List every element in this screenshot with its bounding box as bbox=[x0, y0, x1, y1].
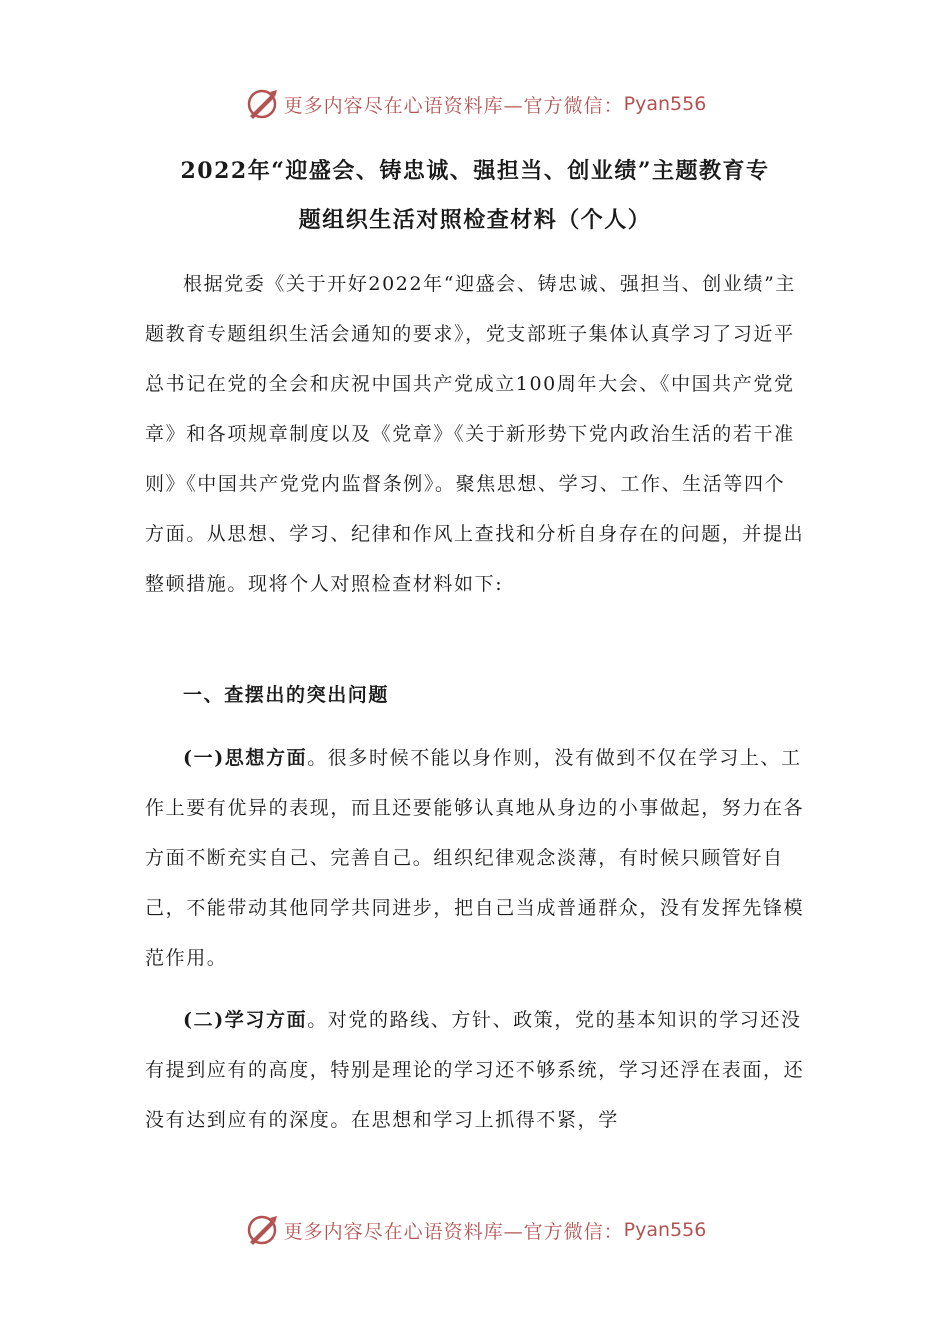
footer-banner bbox=[0, 1208, 950, 1252]
wechat-id: Pyan556 bbox=[623, 93, 707, 115]
document-title-line-2: 题组织生活对照检查材料（个人） bbox=[298, 207, 652, 233]
study-lead: (二)学习方面 bbox=[183, 1009, 308, 1031]
thought-lead: (一)思想方面 bbox=[183, 747, 308, 769]
header-banner bbox=[0, 82, 950, 126]
banner-text: 更多内容尽在心语资料库—官方微信： bbox=[283, 1220, 624, 1243]
quill-pen-logo-icon bbox=[244, 1212, 280, 1248]
intro-paragraph: 根据党委《关于开好2022年“迎盛会、铸忠诚、强担当、创业绩”主题教育专题组织生活会通知的要求》，党支部班子集体认真学习了习近平总书记在党的全会和庆祝中国共产党成立100周年大会、《中国共产党党章》和各项规章制度以及《党章》《关于新形势下党内政治生活的若干准则》《中国共产党党内监督条例》。聚焦思想、学习、工作、生活等四个方面。从思想、学习、纪律和作风上查找和分析自身存在的问题，并提出整顿措施。现将个人对照检查材料如下: bbox=[145, 273, 805, 595]
banner-text: 更多内容尽在心语资料库—官方微信： bbox=[283, 94, 624, 117]
thought-text: 。很多时候不能以身作则，没有做到不仅在学习上、工作上要有优异的表现，而且还要能够认真地从身边的小事做起，努力在各方面不断充实自己、完善自己。组织纪律观念淡薄，有时候只顾管好自己，不能带动其他同学共同进步，把自己当成普通群众，没有发挥先锋模范作用。 bbox=[145, 747, 805, 969]
study-paragraph bbox=[145, 995, 805, 1145]
thought-paragraph bbox=[145, 733, 805, 983]
section-heading: 一、查摆出的突出问题 bbox=[183, 684, 390, 706]
study-text: 。对党的路线、方针、政策，党的基本知识的学习还没有提到应有的高度，特别是理论的学习还不够系统，学习还浮在表面，还没有达到应有的深度。在思想和学习上抓得不紧，学 bbox=[145, 1009, 805, 1131]
wechat-id: Pyan556 bbox=[623, 1219, 707, 1241]
quill-pen-logo-icon bbox=[244, 86, 280, 122]
document-title-line-1: 2022年“迎盛会、铸忠诚、强担当、创业绩”主题教育专 bbox=[180, 158, 770, 184]
